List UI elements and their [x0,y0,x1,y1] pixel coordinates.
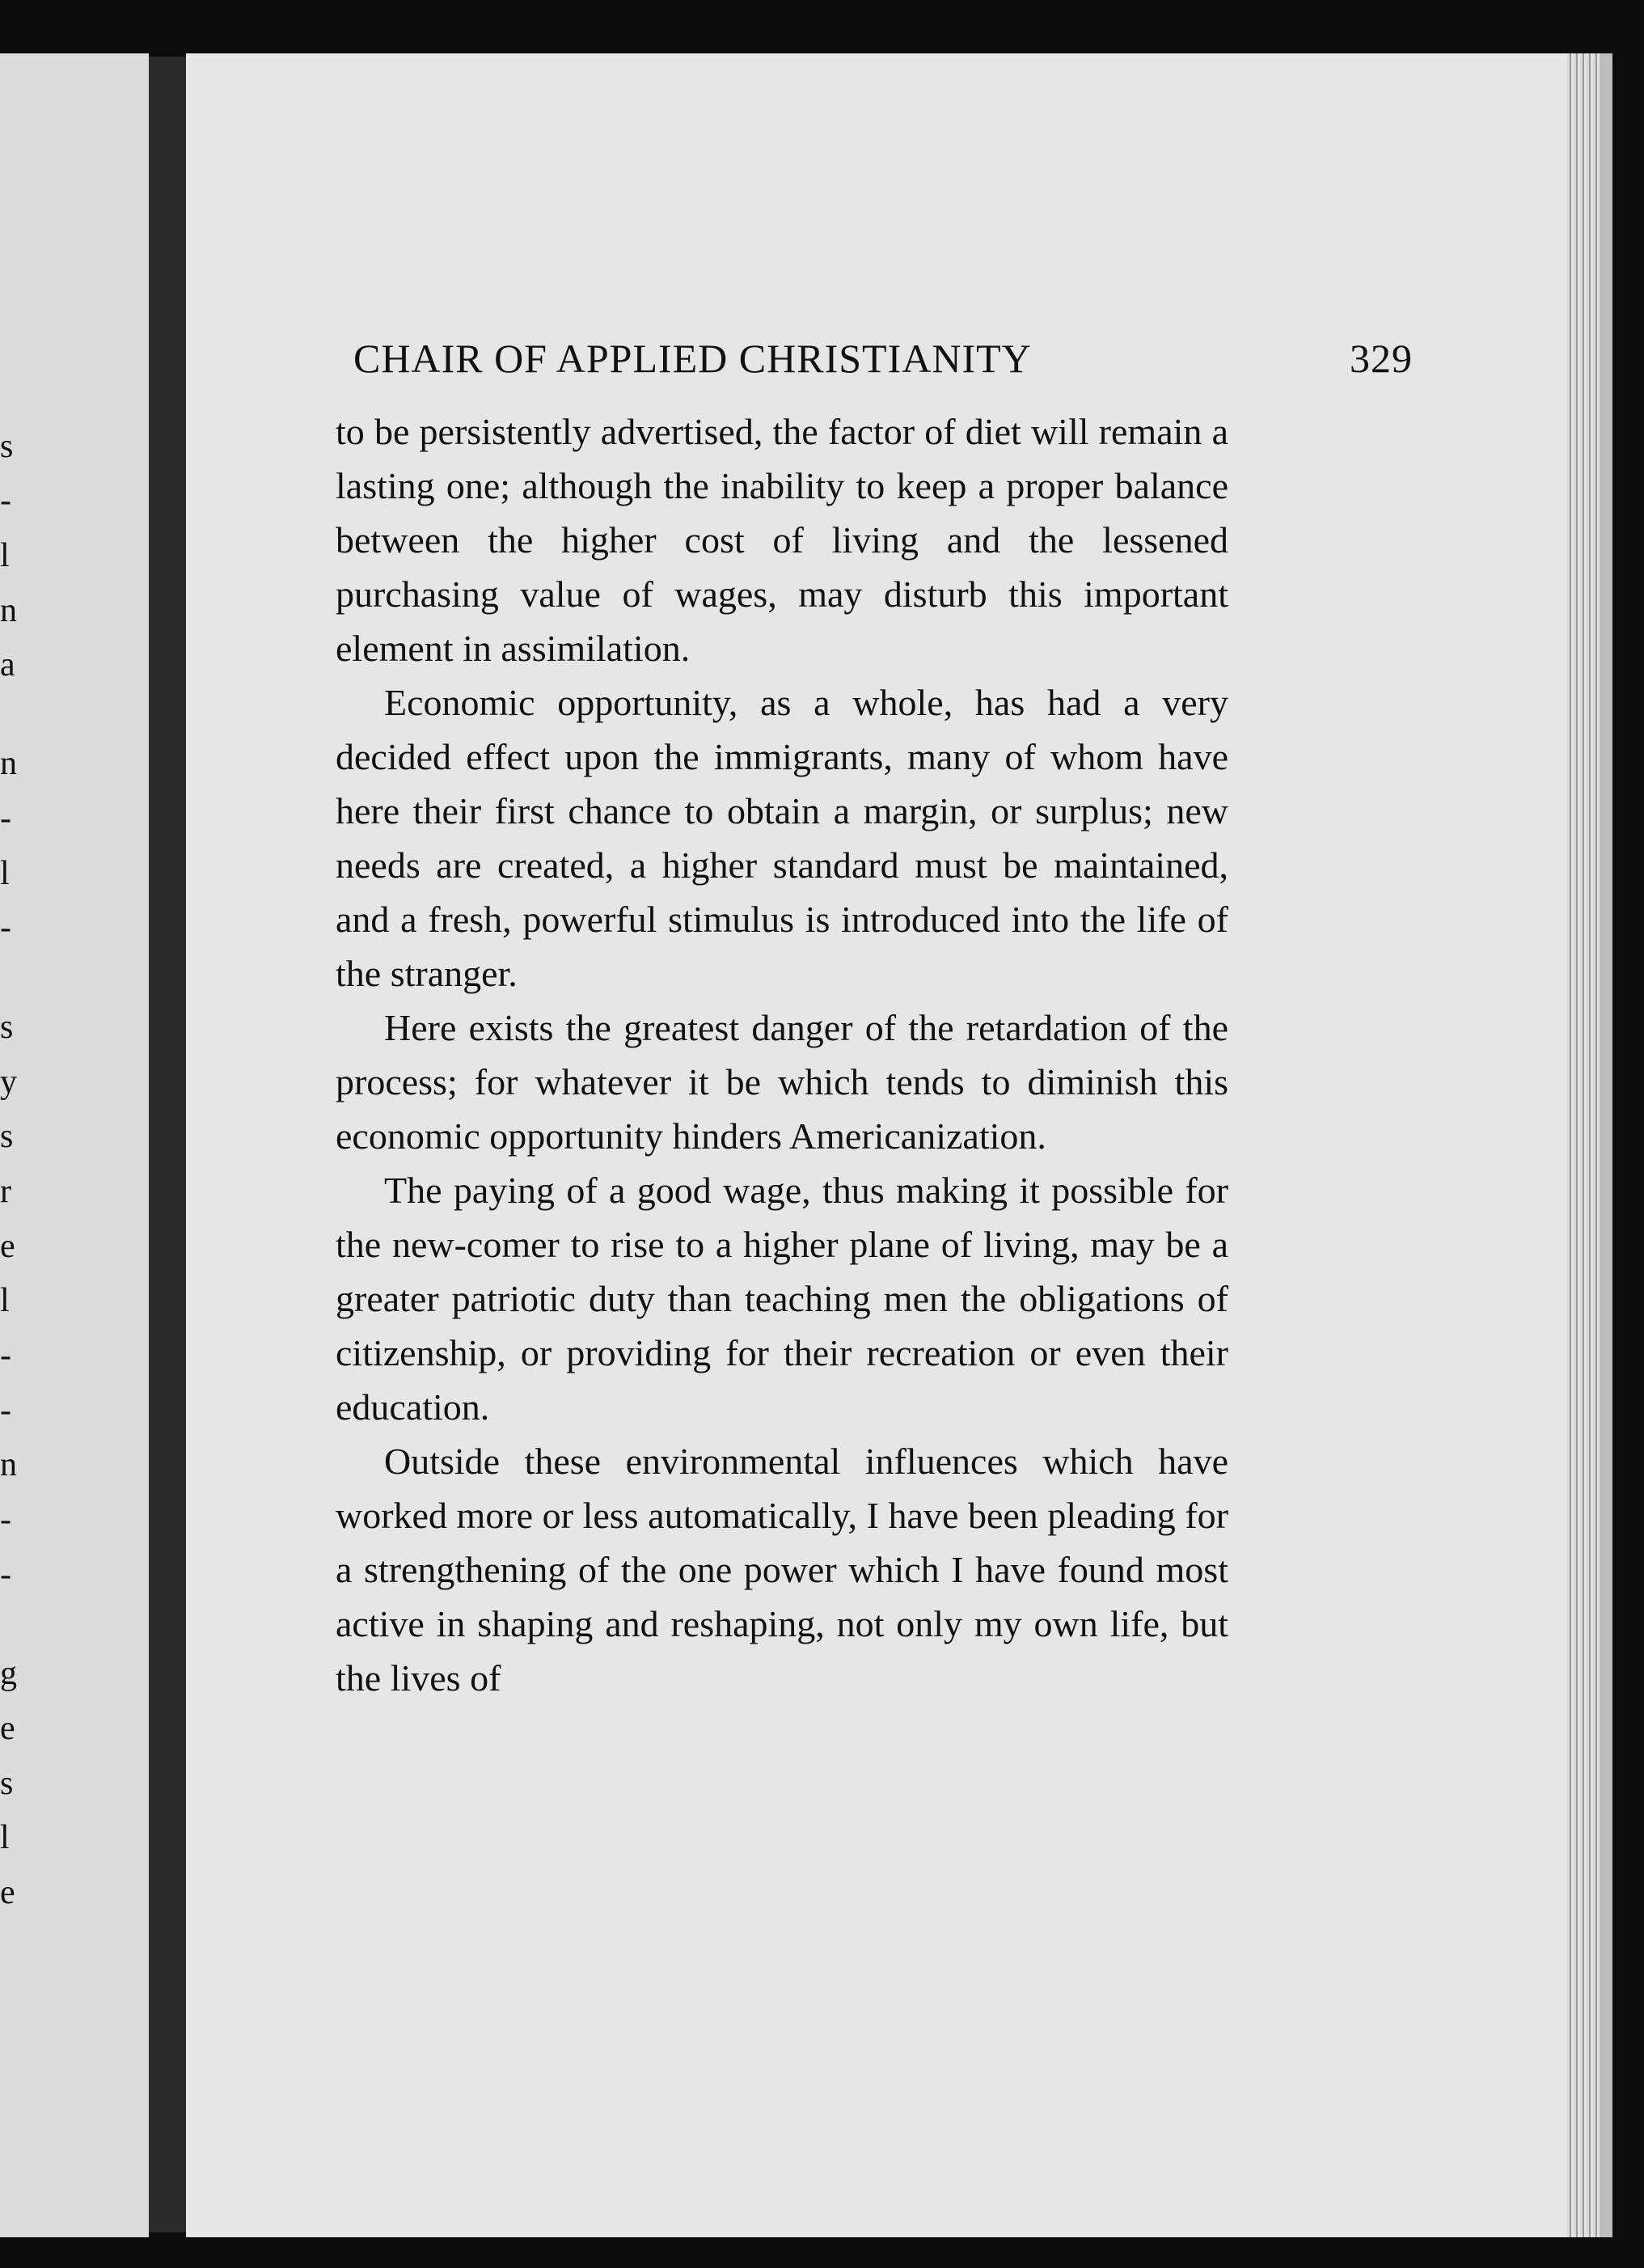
running-header [353,335,1413,400]
edge-letter: e [0,1228,15,1265]
page-stack-edge [1567,53,1600,2237]
paragraph: Economic opportunity, as a whole, has had a very decided effect upon the immigrants, many of whom have here their first chance to obtain a margin, or surplus; new needs are created, a higher standard must be maintained, and a fresh, powerful stimulus is introduced into the life of the stranger. [336,682,1228,994]
edge-letter: e [0,1710,15,1747]
edge-letter: a [0,646,15,683]
edge-letter: - [0,1392,11,1429]
edge-letter: l [0,1819,10,1856]
edge-letter: l [0,1282,10,1319]
edge-letter: - [0,800,11,837]
page-number: 329 [1350,336,1413,381]
edge-letter: - [0,1337,11,1374]
edge-letter: - [0,1556,11,1593]
edge-letter: y [0,1064,17,1101]
running-title: CHAIR OF APPLIED CHRISTIANITY [353,336,1032,381]
paragraph: The paying of a good wage, thus making it possible for the new-comer to rise to a higher plane of living, may be a greater patriotic duty than teaching men the obligations of citizenship, or providing for their recreation or even their education. [336,1170,1228,1428]
left-facing-page [0,53,149,2237]
edge-letter: s [0,1118,14,1155]
edge-letter: n [0,745,17,782]
edge-letter: s [0,1765,14,1802]
book-gutter [149,57,186,2232]
edge-letter: - [0,482,11,519]
page-edge-shadow [1600,53,1612,2237]
edge-letter: r [0,1173,11,1210]
edge-letter: e [0,1874,15,1911]
book-page [186,53,1567,2237]
left-page-edge-text [0,53,24,2237]
paragraph: to be persistently advertised, the factor of diet will remain a lasting one; although the inability to keep a proper balance between the higher cost of living and the lessened purchasing value of wages, may disturb this important element in assimilation. [336,411,1228,669]
edge-letter: s [0,1009,14,1046]
edge-letter: l [0,855,10,892]
edge-letter: l [0,537,10,574]
edge-letter: n [0,592,17,629]
edge-letter: n [0,1446,17,1483]
edge-letter: - [0,909,11,946]
edge-letter: s [0,428,14,465]
edge-letter: - [0,1501,11,1538]
paragraph: Here exists the greatest danger of the retardation of the process; for whatever it be which tends to diminish this economic opportunity hinders Americanization. [336,1007,1228,1157]
paragraph: Outside these environmental influences which have worked more or less automatically, I have been pleading for a strengthening of the one power which I have found most active in shaping and reshaping, not only my own life, but the lives of [336,1441,1228,1699]
body-text [336,404,1228,1705]
edge-letter: g [0,1655,17,1692]
